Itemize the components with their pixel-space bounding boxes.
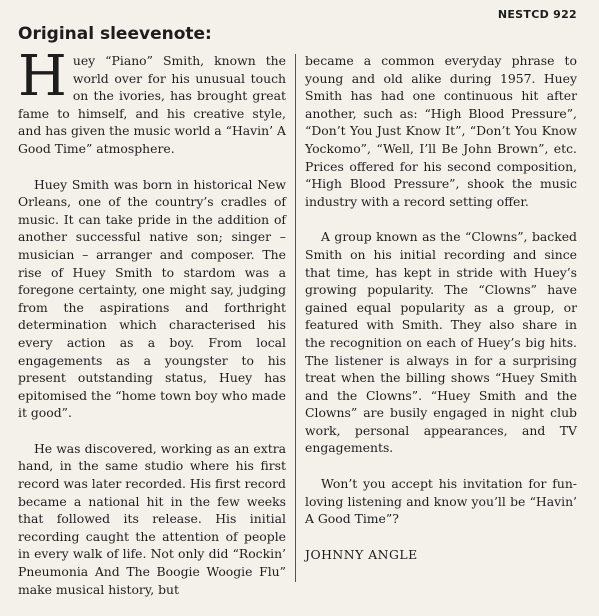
paragraph-discovery: He was discovered, working as an extra hand, in the same studio where his first record was later recorded. His first record became a national hit in the few weeks that followed its release. His initial recording caught the attention of people in every walk of life. Not only did “Rockin’ Pneumonia And The Boogie Woogie Flu” make musical history, but xyxy=(18,440,286,597)
paragraph-clowns: A group known as the “Clowns”, backed Smith on his initial recording and since that time, has kept in stride with Huey’s growing popularity. The “Clowns” have gained equal popularity as a group, or featured with Smith. They also share in the recognition on each of Huey’s big hits. The listener is always in for a surprising treat when the billing shows “Huey Smith and the Clowns”. “Huey Smith and the Clowns” are busily engaged in night club work, personal appearances, and TV engagements. xyxy=(305,229,577,456)
column-divider xyxy=(295,54,296,582)
paragraph-birth: Huey Smith was born in historical New Orleans, one of the country’s cradles of music. It can take pride in the addition of another successful native son; singer – musician – arranger and composer. The rise of Huey Smith to stardom was a foregone certainty, one might say, judging from the aspirations and forthright determination which characterised his every action as a boy. From local engagements as a youngster to his present outstanding status, Huey has epitomised the “home town boy who made it good”. xyxy=(18,176,286,421)
catalog-number: NESTCD 922 xyxy=(497,8,577,21)
paragraph-invitation: Won’t you accept his invitation for fun-loving listening and know you’ll be “Havin’ A Good Time”? xyxy=(305,476,577,527)
signature: JOHNNY ANGLE xyxy=(305,546,418,562)
paragraph-intro xyxy=(18,44,286,158)
paragraph-intro-text: uey “Piano” Smith, known the world over for his unusual touch on the ivories, has brought great fame to himself, and his creative style, and has given the music world a “Havin’ A Good Time” atmosphere. xyxy=(18,53,286,156)
drop-cap: H xyxy=(18,44,67,109)
right-column xyxy=(305,52,577,581)
left-column xyxy=(18,44,286,616)
paragraph-hits: became a common everyday phrase to young and old alike during 1957. Huey Smith has had one continuous hit after another, such as: “High Blood Pressure”, “Don’t You Just Know It”, “Don’t You Know Yockomo”, “Well, I’ll Be John Brown”, etc. Prices offered for his second composition, “High Blood Pressure”, shook the music industry with a record setting offer. xyxy=(305,53,577,209)
page-heading: Original sleevenote: xyxy=(18,24,212,44)
